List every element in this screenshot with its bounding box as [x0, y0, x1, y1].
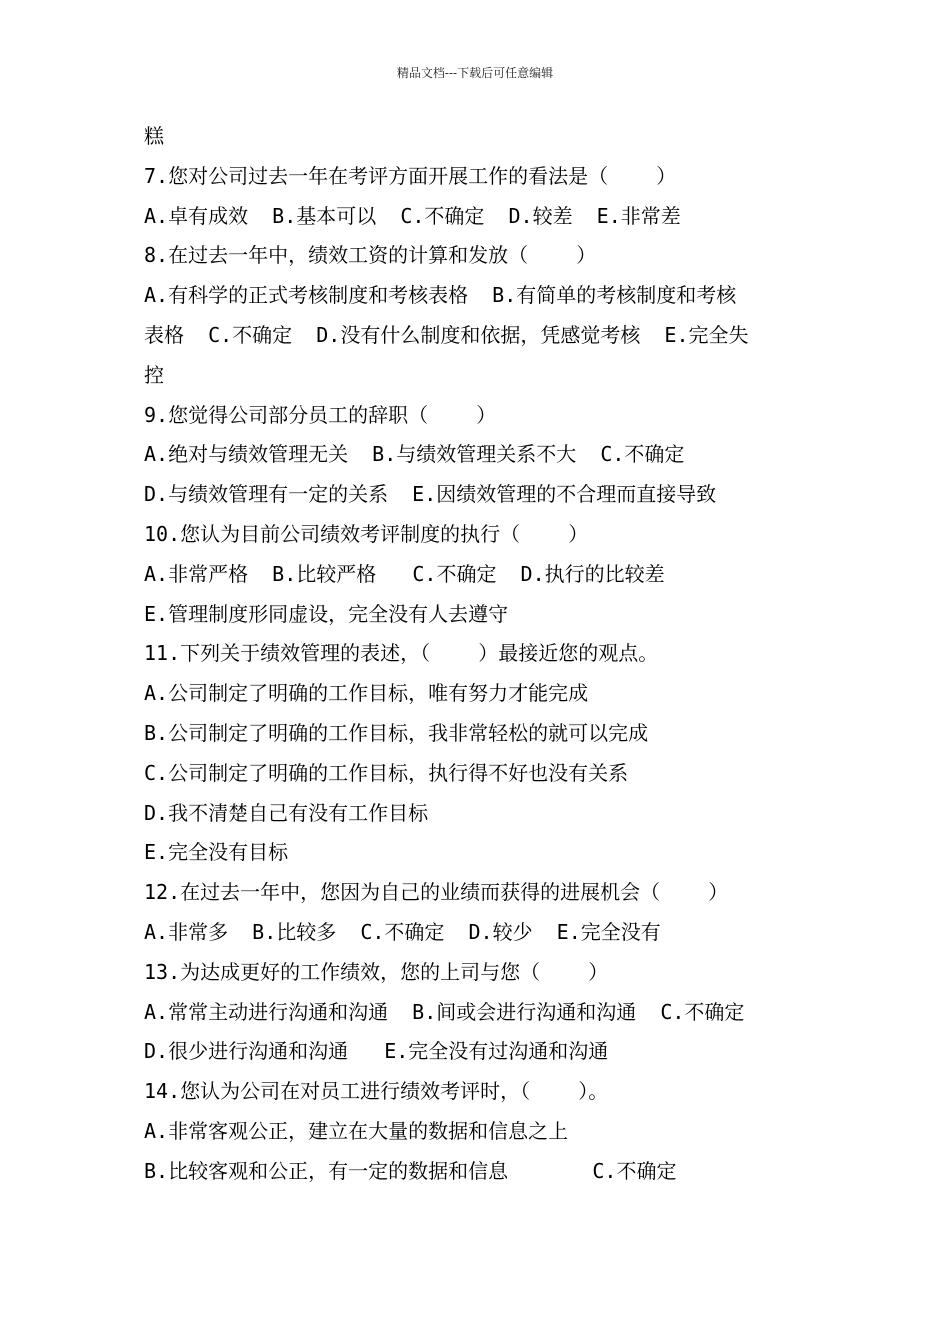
options-13-line-1: A.常常主动进行沟通和沟通 B.间或会进行沟通和沟通 C.不确定: [144, 999, 745, 1024]
options-12: A.非常多 B.比较多 C.不确定 D.较少 E.完全没有: [144, 919, 661, 944]
question-8: 8.在过去一年中，绩效工资的计算和发放（ ）: [144, 243, 597, 268]
options-13-line-2: D.很少进行沟通和沟通 E.完全没有过沟通和沟通: [144, 1039, 609, 1064]
options-8-line-3: 控: [144, 362, 164, 387]
options-7: A.卓有成效 B.基本可以 C.不确定 D.较差 E.非常差: [144, 203, 681, 228]
document-body: [144, 117, 824, 1192]
question-12: 12.在过去一年中，您因为自己的业绩而获得的进展机会（ ）: [144, 880, 729, 905]
option-11-b: B.公司制定了明确的工作目标，我非常轻松的就可以完成: [144, 720, 649, 745]
options-9-line-1: A.绝对与绩效管理无关 B.与绩效管理关系不大 C.不确定: [144, 442, 685, 467]
question-13: 13.为达成更好的工作绩效，您的上司与您（ ）: [144, 959, 609, 984]
question-7: 7.您对公司过去一年在考评方面开展工作的看法是（ ）: [144, 163, 677, 188]
options-10-line-1: A.非常严格 B.比较严格 C.不确定 D.执行的比较差: [144, 561, 665, 586]
options-9-line-2: D.与绩效管理有一定的关系 E.因绩效管理的不合理而直接导致: [144, 482, 717, 507]
page-header: 精品文档---下载后可任意编辑: [396, 66, 554, 80]
option-11-a: A.公司制定了明确的工作目标，唯有努力才能完成: [144, 681, 589, 706]
option-11-e: E.完全没有目标: [144, 840, 289, 865]
option-14-a: A.非常客观公正，建立在大量的数据和信息之上: [144, 1118, 569, 1143]
text-line: 糕: [144, 124, 164, 148]
question-11: 11.下列关于绩效管理的表述，（ ）最接近您的观点。: [144, 641, 659, 666]
options-8-line-1: A.有科学的正式考核制度和考核表格 B.有简单的考核制度和考核: [144, 283, 737, 308]
question-14: 14.您认为公司在对员工进行绩效考评时，（ ）。: [144, 1079, 609, 1104]
question-10: 10.您认为目前公司绩效考评制度的执行（ ）: [144, 521, 589, 546]
question-9: 9.您觉得公司部分员工的辞职（ ）: [144, 402, 497, 427]
option-14-b-c: B.比较客观和公正，有一定的数据和信息 C.不确定: [144, 1158, 677, 1183]
option-11-c: C.公司制定了明确的工作目标，执行得不好也没有关系: [144, 760, 629, 785]
options-10-line-2: E.管理制度形同虚设，完全没有人去遵守: [144, 601, 509, 626]
options-8-line-2: 表格 C.不确定 D.没有什么制度和依据，凭感觉考核 E.完全失: [144, 322, 749, 347]
option-11-d: D.我不清楚自己有没有工作目标: [144, 800, 429, 825]
